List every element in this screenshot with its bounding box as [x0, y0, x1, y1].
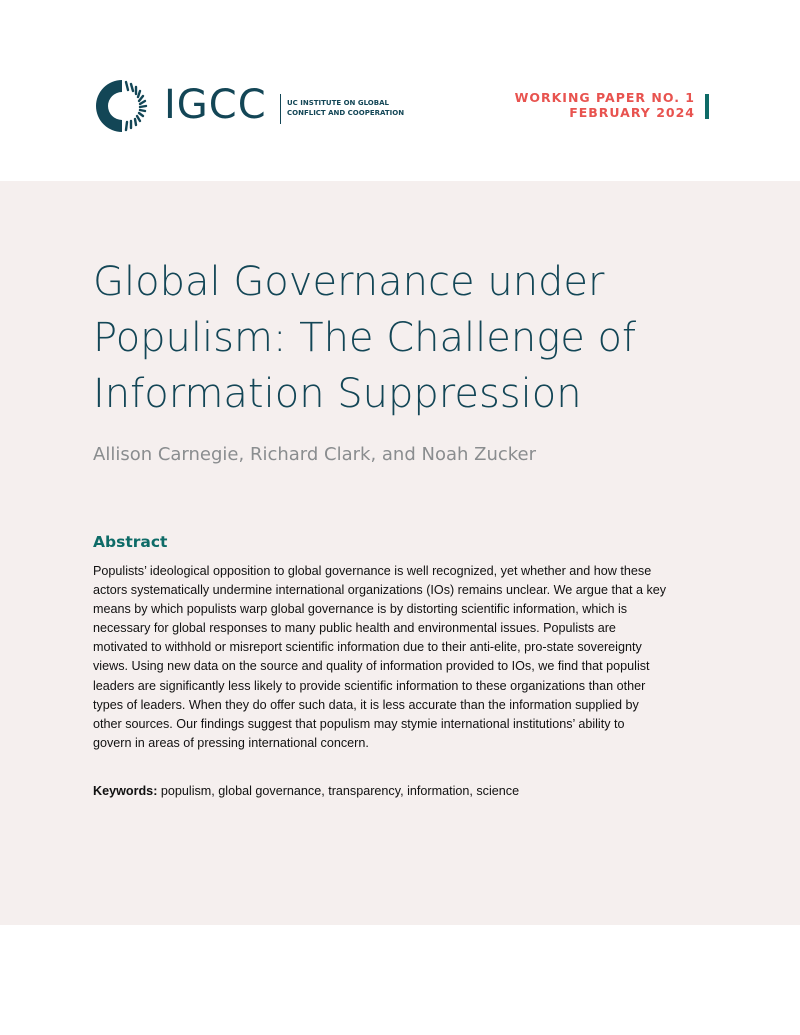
abstract-line: leaders are significantly less likely to provide scientific information to these organizations than other: [93, 678, 646, 693]
abstract-line: necessary for global responses to many public health and environmental issues. Populists are: [93, 621, 616, 636]
keywords-label: Keywords:: [93, 784, 158, 798]
abstract-line: Populists’ ideological opposition to global governance is well recognized, yet whether and how these: [93, 564, 652, 578]
authors: Allison Carnegie, Richard Clark, and Noah Zucker: [93, 444, 537, 465]
abstract-line: other sources. Our findings suggest that populism may stymie international institutions’ ability to: [93, 716, 625, 731]
logo-wordmark: IGCC: [164, 82, 267, 128]
abstract-heading: Abstract: [93, 533, 168, 551]
abstract-line: views. Using new data on the source and quality of information provided to IOs, we find that populist: [93, 659, 650, 674]
logo-divider: [280, 94, 281, 124]
igcc-logo: [90, 74, 420, 138]
abstract-line: govern in areas of pressing international concern.: [93, 735, 369, 750]
abstract-line: motivated to withhold or misreport scientific information due to their anti-elite, pro-state sovereignty: [93, 640, 642, 655]
title-line: Global Governance under: [93, 259, 605, 305]
paper-number: WORKING PAPER NO. 1: [514, 90, 695, 105]
abstract-line: types of leaders. When they do offer such data, it is less accurate than the information supplied by: [93, 697, 639, 712]
title-line: Populism: The Challenge of: [93, 315, 637, 361]
abstract-line: actors systematically undermine international organizations (IOs) remains unclear. We argue that a key: [93, 583, 667, 598]
logo-tagline-line: CONFLICT AND COOPERATION: [287, 109, 405, 117]
abstract-line: means by which populists warp global governance is by distorting scientific information, which is: [93, 602, 628, 617]
logo-tagline: [287, 98, 417, 118]
logo-tagline-line: UC INSTITUTE ON GLOBAL: [287, 99, 389, 107]
igcc-logo-mark-icon: [90, 74, 154, 138]
keywords-text: populism, global governance, transparency, information, science: [157, 784, 520, 798]
paper-title: [93, 254, 733, 422]
paper-info: [515, 90, 695, 120]
title-line: Information Suppression: [93, 371, 582, 417]
paper-date: FEBRUARY 2024: [569, 105, 695, 120]
page-header: [0, 0, 800, 181]
abstract-body: [93, 562, 709, 753]
paper-accent-bar: [705, 94, 709, 119]
keywords: [93, 782, 519, 801]
